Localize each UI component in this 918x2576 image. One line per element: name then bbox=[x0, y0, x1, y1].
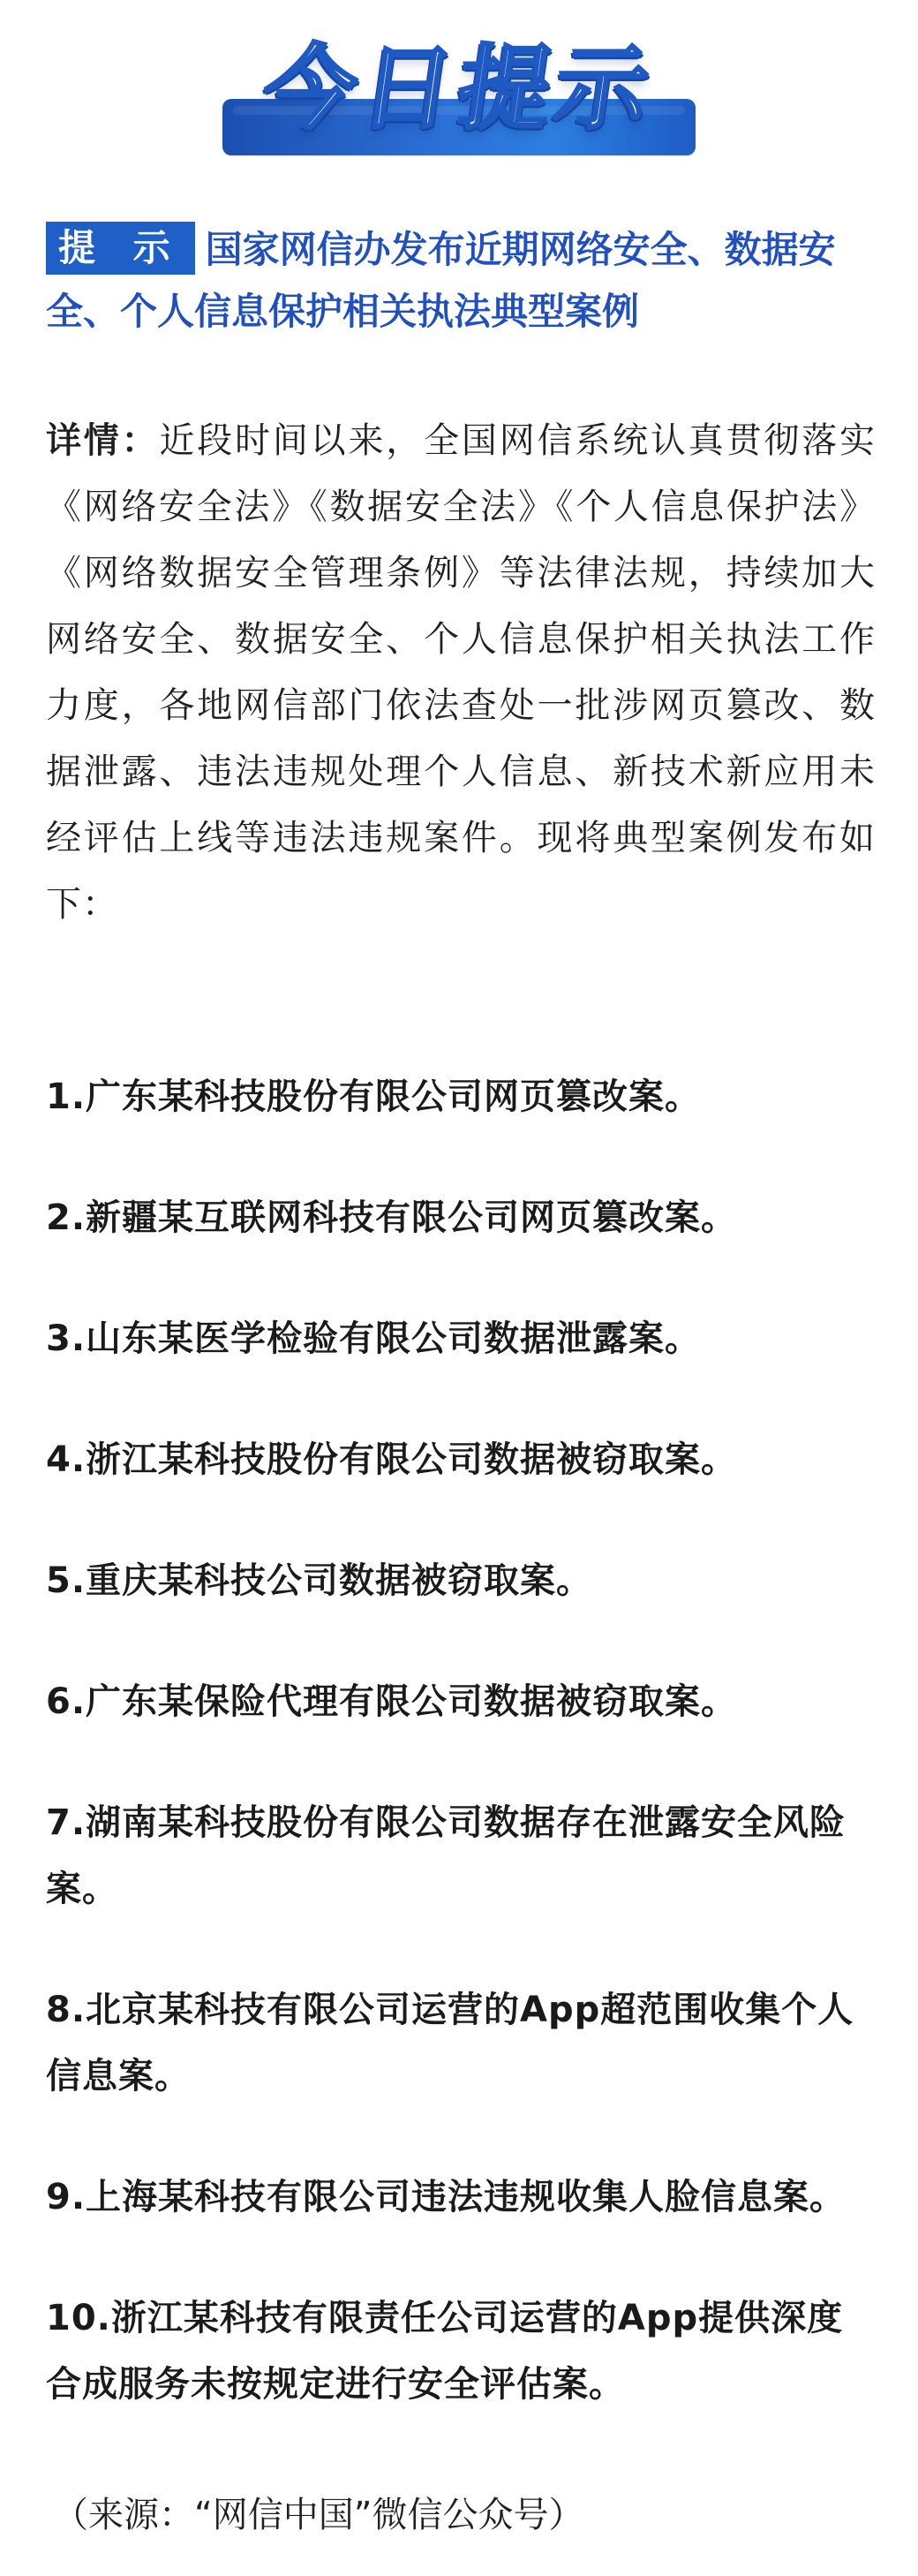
tip-section bbox=[46, 219, 876, 343]
case-item: 6.广东某保险代理有限公司数据被窃取案。 bbox=[46, 1681, 738, 1722]
case-item: 4.浙江某科技股份有限公司数据被窃取案。 bbox=[46, 1439, 738, 1480]
header-banner bbox=[222, 35, 696, 155]
tip-headline: 国家网信办发布近期网络安全、数据安全、个人信息保护相关执法典型案例 bbox=[46, 228, 836, 333]
case-list bbox=[46, 1064, 876, 2473]
case-item: 3.山东某医学检验有限公司数据泄露案。 bbox=[46, 1318, 702, 1359]
source-note: （来源：“网信中国”微信公众号） bbox=[53, 2495, 584, 2535]
details-label: 详情： bbox=[46, 420, 160, 461]
details-text: 近段时间以来，全国网信系统认真贯彻落实《网络安全法》《数据安全法》《个人信息保护法》《网络数据安全管理条例》等法律法规，持续加大网络安全、数据安全、个人信息保护相关执法工作力度，各地网信部门依法查处一批涉网页篡改、数据泄露、违法违规处理个人信息、新技术新应用未经评估上线等违法违规案件。现将典型案例发布如下： bbox=[46, 420, 877, 925]
case-item: 10.浙江某科技有限责任公司运营的App提供深度合成服务未按规定进行安全评估案。 bbox=[46, 2298, 844, 2405]
case-item: 1.广东某科技股份有限公司网页篡改案。 bbox=[46, 1076, 702, 1117]
details-paragraph bbox=[46, 408, 876, 938]
case-item: 9.上海某科技有限公司违法违规收集人脸信息案。 bbox=[46, 2177, 847, 2217]
case-item: 8.北京某科技有限公司运营的App超范围收集个人信息案。 bbox=[46, 1990, 854, 2096]
case-item: 2.新疆某互联网科技有限公司网页篡改案。 bbox=[46, 1197, 738, 1238]
case-item: 5.重庆某科技公司数据被窃取案。 bbox=[46, 1560, 593, 1601]
page-title: 今日提示 bbox=[257, 34, 661, 142]
case-item: 7.湖南某科技股份有限公司数据存在泄露安全风险案。 bbox=[46, 1802, 847, 1909]
tip-badge: 提 示 bbox=[46, 222, 195, 275]
